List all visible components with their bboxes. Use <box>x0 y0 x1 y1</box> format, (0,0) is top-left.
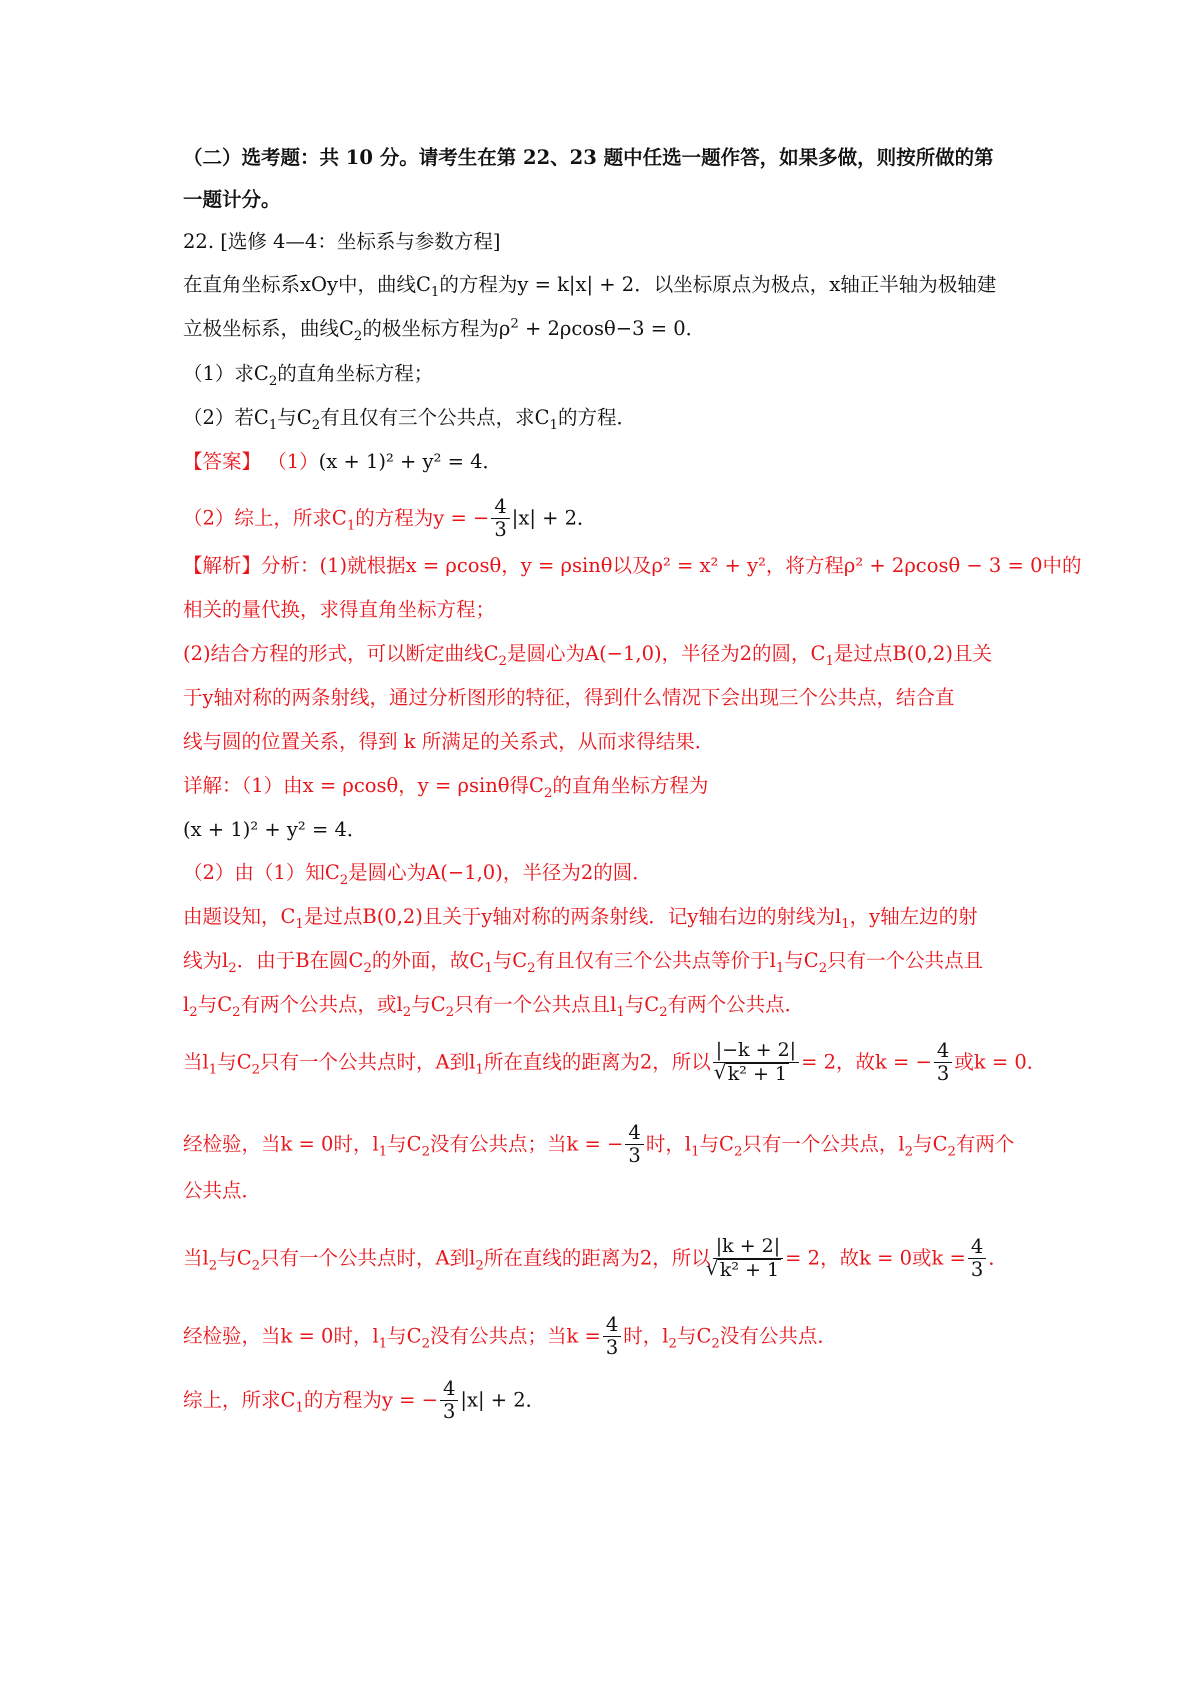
text: 只有一个公共点，l <box>742 1132 905 1156</box>
section-heading-text: （二）选考题：共 10 分。请考生在第 22、23 题中任选一题作答，如果多做，则按所做的第 <box>183 146 994 169</box>
fraction <box>440 1378 458 1424</box>
subscript: 1 <box>346 518 356 534</box>
check-2-line <box>183 1314 837 1360</box>
analysis-line-2 <box>183 596 495 624</box>
fraction <box>934 1040 952 1086</box>
text: 只有一个公共点时，A到l <box>260 1246 476 1270</box>
text: （1） <box>267 450 319 473</box>
text: 的方程为y = k|x| + 2．以坐标原点为极点，x轴正半轴为极轴建 <box>439 273 997 296</box>
denominator-sqrt: √ k² + 1 <box>718 1259 781 1282</box>
subscript: 1 <box>775 960 785 976</box>
text: 当l <box>183 1246 209 1270</box>
subscript: 2 <box>711 1336 720 1352</box>
text: 是圆心为A(−1,0)，半径为2的圆，C <box>506 642 826 665</box>
conclusion-line <box>183 1378 545 1424</box>
numerator: 4 <box>934 1040 952 1063</box>
section-heading <box>183 144 994 172</box>
denominator: 3 <box>628 1144 641 1168</box>
denominator: 3 <box>970 1258 984 1282</box>
fraction <box>603 1314 621 1360</box>
subscript: 1 <box>475 1062 484 1078</box>
subscript: 1 <box>268 417 278 433</box>
subscript: 2 <box>947 1144 956 1160</box>
denominator-sqrt: √ k² + 1 <box>726 1063 789 1086</box>
subscript: 2 <box>311 417 321 433</box>
check-1-cont <box>183 1177 261 1205</box>
subscript: 2 <box>818 960 828 976</box>
subscript: 1 <box>825 653 834 669</box>
question-1 <box>183 360 433 388</box>
text: 与C <box>197 993 233 1016</box>
text: 当l <box>183 1050 209 1074</box>
text: 经检验，当k = 0时，l <box>183 1132 379 1156</box>
text: + 2ρcosθ−3 = 0． <box>518 317 706 340</box>
text: 有两个 <box>955 1132 1015 1156</box>
text: （2）由（1）知C <box>183 861 340 884</box>
text: 所在直线的距离为2，所以 <box>483 1246 711 1270</box>
subscript: 2 <box>339 872 349 888</box>
text: 是过点B(0,2)且关 <box>833 642 992 665</box>
text: 在直角坐标系xOy中，曲线C <box>183 273 431 296</box>
question-2 <box>183 404 636 432</box>
text: 只有一个公共点时，A到l <box>260 1050 476 1074</box>
subscript: 2 <box>268 373 278 389</box>
subscript: 1 <box>208 1062 218 1078</box>
text: 只有一个公共点且 <box>827 949 984 972</box>
text: 线与圆的位置关系，得到 k 所满足的关系式，从而求得结果． <box>183 730 715 753</box>
detail-line-2 <box>183 816 366 844</box>
text: 详解：（1）由x = ρcosθ，y = ρsinθ得C <box>183 774 544 797</box>
text: ，y轴左边的射 <box>849 905 978 928</box>
case-1-line <box>183 1040 1046 1086</box>
text: 与C <box>784 949 819 972</box>
detail-line-6 <box>183 991 804 1019</box>
problem-line-2 <box>183 315 705 343</box>
subscript: 2 <box>189 1004 198 1020</box>
text: 与C <box>387 1132 422 1156</box>
text: （2）若C <box>183 406 269 429</box>
text: 的方程． <box>557 406 636 429</box>
text: 是圆心为A(−1,0)，半径为2的圆． <box>348 861 652 884</box>
text: ．由于B在圆C <box>236 949 364 972</box>
subscript: 2 <box>668 1336 677 1352</box>
fraction <box>491 496 509 542</box>
text: 于y轴对称的两条射线，通过分析图形的特征，得到什么情况下会出现三个公共点，结合直 <box>183 686 955 709</box>
detail-line-5 <box>183 947 983 975</box>
text: 没有公共点；当k = − <box>430 1132 624 1156</box>
text: 与C <box>387 1324 422 1348</box>
section-heading-cont <box>183 186 281 214</box>
text: ． <box>988 1246 1008 1270</box>
subscript: 2 <box>402 1004 412 1020</box>
superscript: 2 <box>510 316 519 332</box>
text: |x| + 2． <box>460 1388 546 1412</box>
subscript: 2 <box>363 960 372 976</box>
section-heading-text-2: 一题计分。 <box>183 188 281 211</box>
text: 时，l <box>645 1132 692 1156</box>
subscript: 2 <box>904 1144 914 1160</box>
subscript: 1 <box>295 1400 304 1416</box>
answer-line-1 <box>183 448 502 476</box>
answer-line-2 <box>183 496 597 542</box>
numerator: |−k + 2| <box>713 1040 799 1063</box>
subscript: 1 <box>841 916 850 932</box>
text: 或k = 0． <box>954 1050 1047 1074</box>
case-2-line <box>183 1236 1008 1282</box>
subscript: 1 <box>430 284 440 300</box>
denominator: 3 <box>494 518 507 542</box>
subscript: 2 <box>475 1258 484 1274</box>
numerator: 4 <box>603 1314 621 1337</box>
subscript: 1 <box>691 1144 700 1160</box>
text: 与C <box>913 1132 948 1156</box>
text: (x + 1)² + y² = 4． <box>183 818 367 841</box>
distance-fraction-2 <box>713 1236 783 1282</box>
text: l <box>183 993 190 1016</box>
text: 与C <box>699 1132 734 1156</box>
text: |x| + 2． <box>511 506 597 530</box>
text: 没有公共点． <box>719 1324 837 1348</box>
text: 分析：(1)就根据x = ρcosθ，y = ρsinθ以及ρ² = x² + y²，将方程ρ² + 2ρcosθ − 3 = 0中的 <box>261 554 1082 577</box>
subscript: 2 <box>543 785 553 801</box>
problem-title <box>183 228 500 256</box>
text: (2)结合方程的形式，可以断定曲线C <box>183 642 499 665</box>
text: 与C <box>217 1246 252 1270</box>
text: （2）综上，所求C <box>183 506 347 530</box>
text: 有两个公共点． <box>667 993 805 1016</box>
text: = 2，故k = − <box>801 1050 932 1074</box>
analysis-line-3 <box>183 640 992 668</box>
numerator: 4 <box>968 1236 986 1259</box>
text: 的方程为y = − <box>355 506 490 530</box>
text: 经检验，当k = 0时，l <box>183 1324 379 1348</box>
text: 有两个公共点，或l <box>240 993 403 1016</box>
detail-line-1 <box>183 772 708 800</box>
denominator: 3 <box>605 1336 619 1360</box>
subscript: 2 <box>208 1258 218 1274</box>
text: 由题设知，C <box>183 905 296 928</box>
text: 与C <box>411 993 446 1016</box>
check-1-line <box>183 1122 1014 1168</box>
text: 没有公共点；当k = <box>430 1324 601 1348</box>
problem-line-1 <box>183 271 996 299</box>
text: 所在直线的距离为2，所以 <box>483 1050 711 1074</box>
subscript: 2 <box>251 1062 261 1078</box>
answer-1-equation: (x + 1)² + y² = 4． <box>318 450 503 473</box>
subscript: 1 <box>549 417 558 433</box>
denominator: 3 <box>936 1062 950 1086</box>
fraction <box>968 1236 986 1282</box>
subscript: 2 <box>353 328 363 344</box>
subscript: 2 <box>251 1258 261 1274</box>
text: 的直角坐标方程为 <box>552 774 709 797</box>
analysis-tag: 【解析】 <box>183 554 262 577</box>
subscript: 2 <box>421 1336 430 1352</box>
detail-line-3 <box>183 859 652 887</box>
subscript: 2 <box>498 653 507 669</box>
text: 的方程为y = − <box>303 1388 438 1412</box>
text: 的直角坐标方程； <box>277 362 434 385</box>
distance-fraction-1 <box>713 1040 799 1086</box>
numerator: 4 <box>625 1122 643 1145</box>
text: 相关的量代换，求得直角坐标方程； <box>183 598 496 621</box>
text: 与C <box>492 949 528 972</box>
subscript: 1 <box>378 1144 388 1160</box>
text: 只有一个公共点且l <box>454 993 617 1016</box>
subscript: 1 <box>378 1336 388 1352</box>
text: 与C <box>624 993 660 1016</box>
text: 公共点． <box>183 1179 262 1202</box>
analysis-line-4 <box>183 684 955 712</box>
text: 与C <box>217 1050 252 1074</box>
subscript: 2 <box>659 1004 668 1020</box>
text: 时，l <box>623 1324 669 1348</box>
subscript: 2 <box>421 1144 430 1160</box>
text: 有且仅有三个公共点，求C <box>320 406 550 429</box>
numerator: |k + 2| <box>713 1236 783 1259</box>
text: 与C <box>277 406 312 429</box>
problem-title-text: 22. [选修 4—4：坐标系与参数方程] <box>183 230 501 253</box>
denominator: 3 <box>442 1400 456 1424</box>
text: 是过点B(0,2)且关于y轴对称的两条射线．记y轴右边的射线为l <box>303 905 842 928</box>
subscript: 1 <box>484 960 493 976</box>
analysis-line-1 <box>183 552 1081 580</box>
detail-line-4 <box>183 903 978 931</box>
numerator: 4 <box>440 1378 458 1401</box>
fraction <box>625 1122 643 1168</box>
numerator: 4 <box>491 496 509 519</box>
subscript: 2 <box>228 960 237 976</box>
subscript: 1 <box>616 1004 625 1020</box>
text: = 2，故k = 0或k = <box>785 1246 966 1270</box>
answer-tag: 【答案】 <box>183 450 262 473</box>
text: 的极坐标方程为ρ <box>362 317 511 340</box>
subscript: 2 <box>445 1004 455 1020</box>
subscript: 2 <box>527 960 536 976</box>
text: 与C <box>676 1324 712 1348</box>
subscript: 2 <box>232 1004 241 1020</box>
text: 综上，所求C <box>183 1388 296 1412</box>
text: （1）求C <box>183 362 269 385</box>
text: 立极坐标系，曲线C <box>183 317 354 340</box>
analysis-line-5 <box>183 728 714 756</box>
subscript: 2 <box>733 1144 743 1160</box>
subscript: 1 <box>295 916 304 932</box>
text: 的外面，故C <box>371 949 485 972</box>
text: 线为l <box>183 949 229 972</box>
text: 有且仅有三个公共点等价于l <box>535 949 776 972</box>
